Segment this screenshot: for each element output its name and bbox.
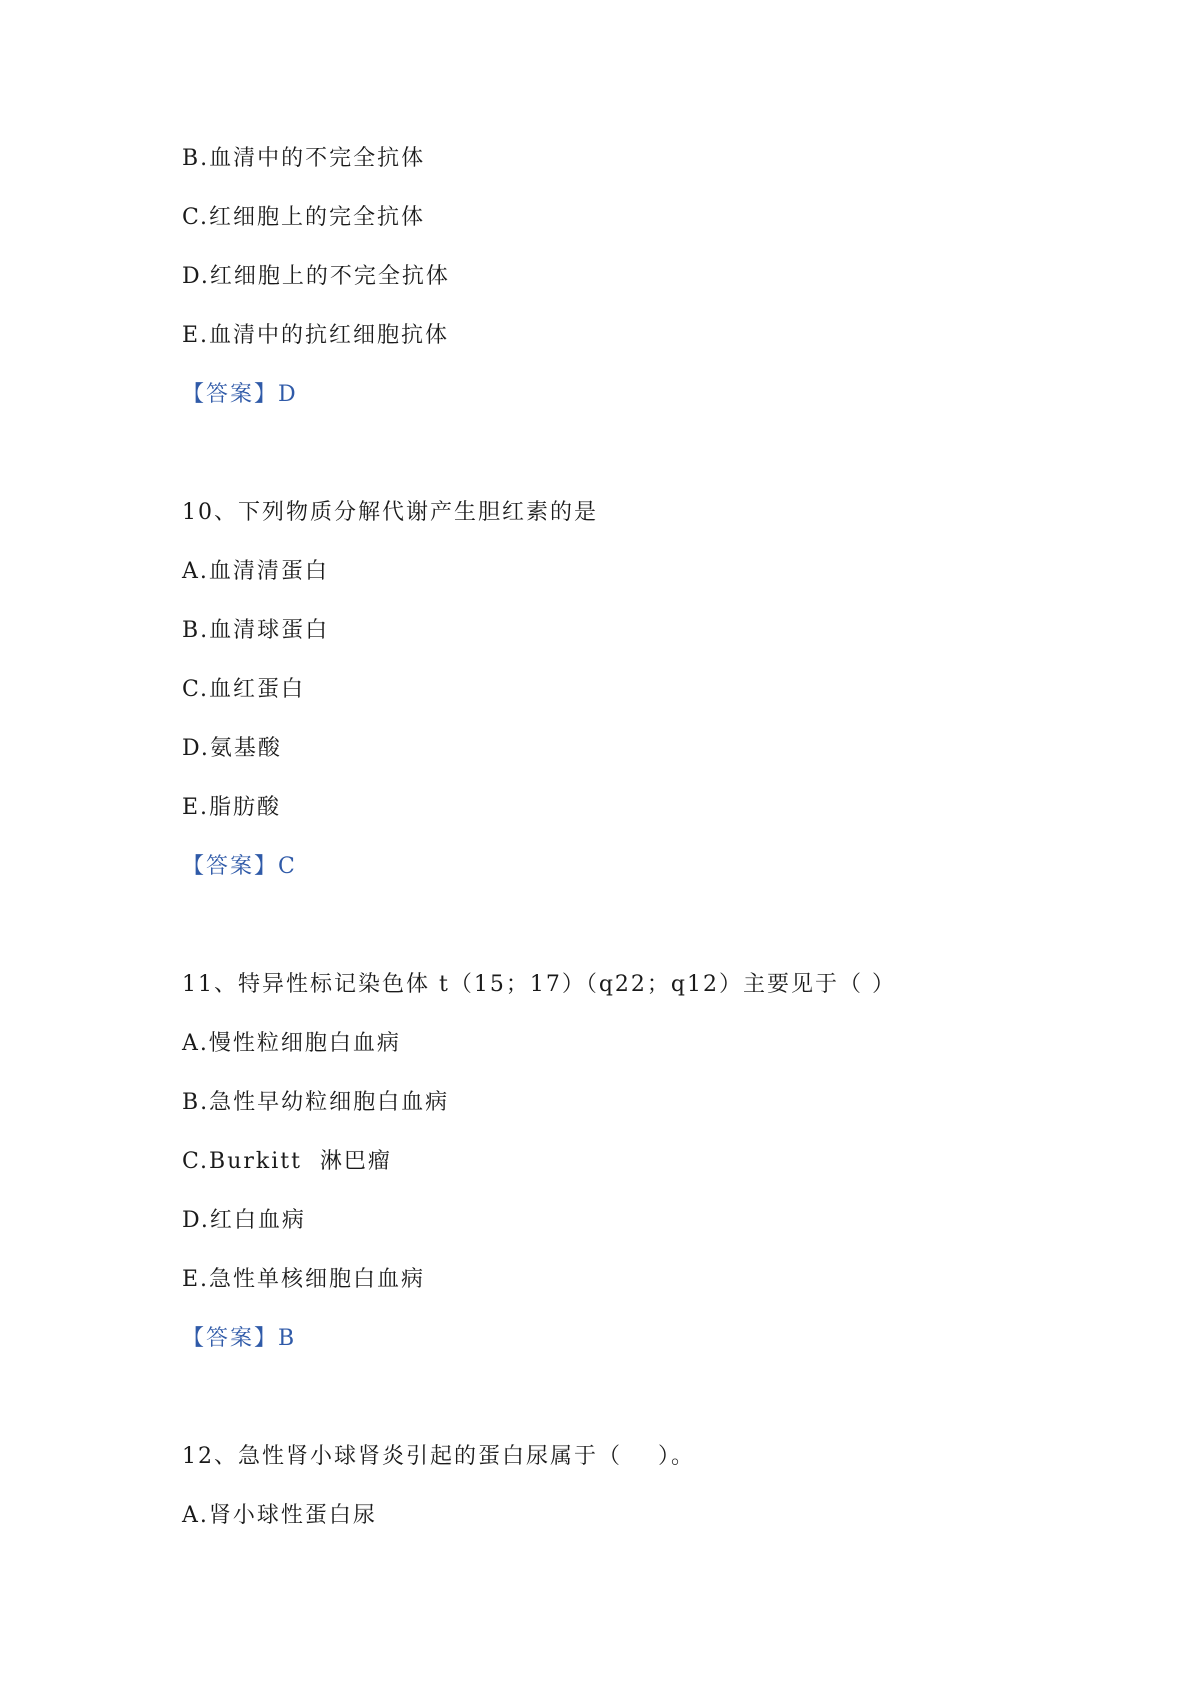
option-d: D.红白血病 bbox=[182, 1208, 306, 1233]
answer-line bbox=[182, 852, 297, 882]
option-b: B.急性早幼粒细胞白血病 bbox=[182, 1090, 450, 1115]
answer-line bbox=[182, 1324, 296, 1354]
option-d: D.红细胞上的不完全抗体 bbox=[182, 264, 450, 289]
option-a: A.血清清蛋白 bbox=[182, 559, 329, 584]
answer-value: D bbox=[278, 382, 298, 407]
option-b: B.血清球蛋白 bbox=[182, 618, 330, 643]
answer-label: 【答案】 bbox=[182, 854, 279, 879]
answer-label: 【答案】 bbox=[182, 382, 279, 407]
option-c: C.Burkitt 淋巴瘤 bbox=[182, 1149, 392, 1174]
option-e: E.急性单核细胞白血病 bbox=[182, 1267, 426, 1292]
option-c: C.血红蛋白 bbox=[182, 677, 306, 702]
answer-line bbox=[182, 380, 298, 410]
question-title: 10、下列物质分解代谢产生胆红素的是 bbox=[182, 500, 598, 525]
answer-value: C bbox=[278, 854, 297, 879]
option-e: E.脂肪酸 bbox=[182, 795, 282, 820]
option-c: C.红细胞上的完全抗体 bbox=[182, 205, 426, 230]
answer-label: 【答案】 bbox=[182, 1326, 279, 1351]
question-title: 12、急性肾小球肾炎引起的蛋白尿属于（ ）。 bbox=[182, 1444, 695, 1469]
answer-value: B bbox=[278, 1326, 297, 1351]
option-a: A.慢性粒细胞白血病 bbox=[182, 1031, 401, 1056]
question-title: 11、特异性标记染色体 t（15；17）（q22；q12）主要见于（ ） bbox=[182, 972, 896, 997]
option-b: B.血清中的不完全抗体 bbox=[182, 146, 426, 171]
option-e: E.血清中的抗红细胞抗体 bbox=[182, 323, 450, 348]
option-d: D.氨基酸 bbox=[182, 736, 282, 761]
option-a: A.肾小球性蛋白尿 bbox=[182, 1503, 377, 1528]
